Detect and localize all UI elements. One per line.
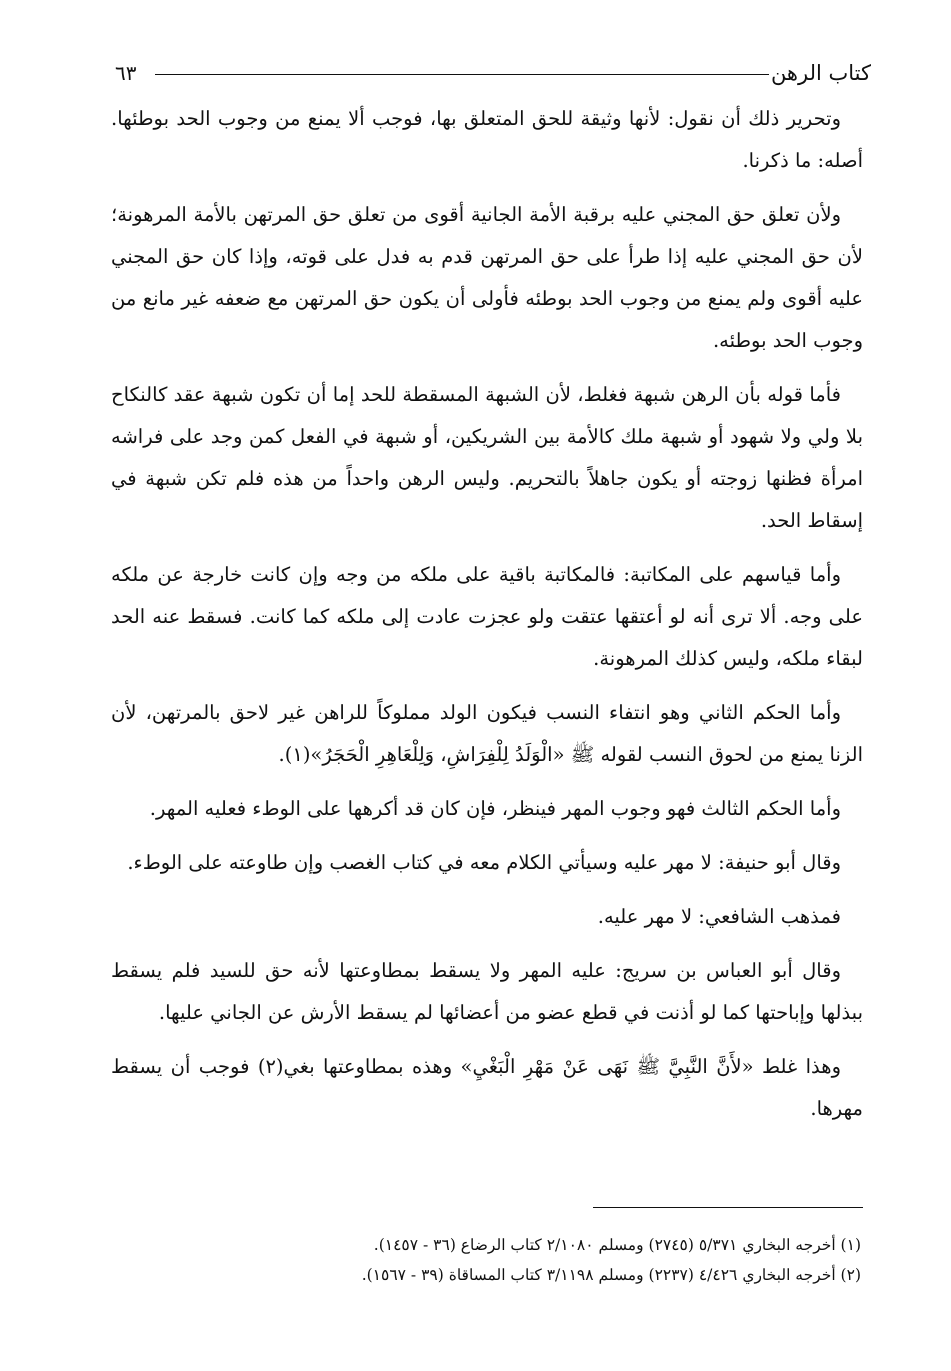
chapter-title: كتاب الرهن — [770, 61, 871, 85]
body-text — [111, 98, 863, 1142]
paragraph: وتحرير ذلك أن نقول: لأنها وثيقة للحق المتعلق بها، فوجب ألا يمنع من وجوب الحد بوطئها. أصله: ما ذكرنا. — [111, 107, 863, 172]
header-rule — [155, 74, 769, 75]
paragraph: وهذا غلط «لأَنَّ النَّبِيَّ ﷺ نَهَى عَنْ مَهْرِ الْبَغْيِ» وهذه بمطاوعتها بغي(٢) فوجب أن يسقط مهرها. — [111, 1055, 863, 1120]
paragraph: وأما قياسهم على المكاتبة: فالمكاتبة باقية على ملكه من وجه وإن كانت خارجة عن ملكه على وجه. ألا ترى أنه لو أعتقها عتقت ولو عجزت عادت إلى ملكه كما كانت. فسقط عنه الحد لبقاء ملكه، وليس كذلك المرهونة. — [111, 563, 863, 670]
running-header — [115, 58, 871, 88]
page-number: ٦٣ — [115, 61, 137, 85]
paragraph: فمذهب الشافعي: لا مهر عليه. — [597, 905, 841, 928]
footnotes — [111, 1230, 861, 1290]
paragraph: فأما قوله بأن الرهن شبهة فغلط، لأن الشبهة المسقطة للحد إما أن تكون شبهة عقد كالنكاح بلا ولي ولا شهود أو شبهة ملك كالأمة بين الشريكين، أو شبهة في الفعل كمن وجد على فراشه امرأة فظنها زوجته أو يكون جاهلاً بالتحريم. وليس الرهن واحداً من هذه فلم تكن شبهة في إسقاط الحد. — [111, 383, 863, 532]
paragraph: وأما الحكم الثاني وهو انتفاء النسب فيكون الولد مملوكاً للراهن غير لاحق بالمرتهن، لأن الزنا يمنع من لحوق النسب لقوله ﷺ «الْوَلَدُ لِلْفِرَاشِ، وَلِلْعَاهِرِ الْحَجَرُ»(١). — [111, 701, 863, 766]
paragraph: وأما الحكم الثالث فهو وجوب المهر فينظر، فإن كان قد أكرهها على الوطء فعليه المهر. — [149, 797, 841, 820]
footnote-1: (١) أخرجه البخاري ٥/٣٧١ (٢٧٤٥) ومسلم ٢/١٠٨٠ كتاب الرضاع (٣٦ - ١٤٥٧). — [373, 1236, 861, 1254]
paragraph: ولأن تعلق حق المجني عليه برقبة الأمة الجانية أقوى من تعلق حق المرتهن بالأمة المرهونة؛ لأن حق المجني عليه إذا طرأ على حق المرتهن قدم به فدل على قوته، وإذا كان حق المجني عليه أقوى ولم يمنع من وجوب الحد بوطئه فأولى أن يكون حق المرتهن مع ضعفه غير مانع من وجوب الحد بوطئه. — [111, 203, 863, 352]
footnote-2: (٢) أخرجه البخاري ٤/٤٢٦ (٢٢٣٧) ومسلم ٣/١١٩٨ كتاب المساقاة (٣٩ - ١٥٦٧). — [361, 1266, 861, 1284]
paragraph: وقال أبو حنيفة: لا مهر عليه وسيأتي الكلام معه في كتاب الغصب وإن طاوعته على الوطء. — [127, 851, 841, 874]
paragraph: وقال أبو العباس بن سريج: عليه المهر ولا يسقط بمطاوعتها لأنه حق للسيد فلم يسقط ببذلها وإباحتها كما لو أذنت في قطع عضو من أعضائها لم يسقط الأرش عن الجاني عليها. — [111, 959, 863, 1024]
footnote-separator — [593, 1207, 863, 1208]
